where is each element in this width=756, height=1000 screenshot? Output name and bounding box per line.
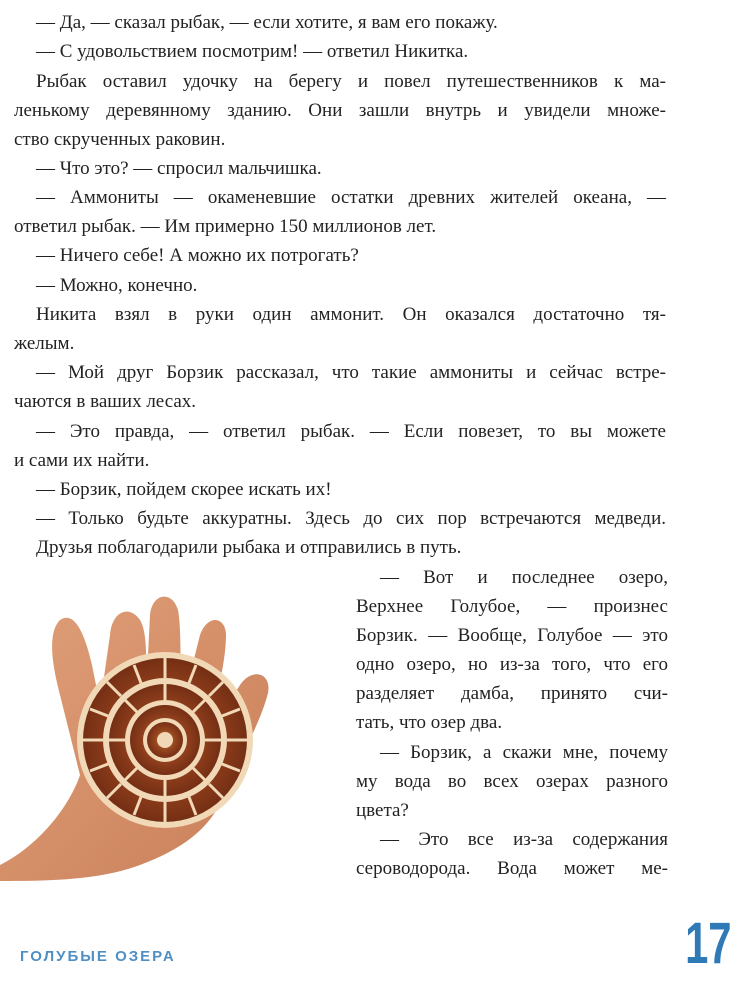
text-line: Верхнее Голубое, — произнес <box>356 596 668 617</box>
text-line: — Вот и последнее озеро, <box>380 567 668 588</box>
text-line: — Что это? — спросил мальчишка. <box>36 158 322 179</box>
text-line: и сами их найти. <box>14 450 150 471</box>
text-line: — Можно, конечно. <box>36 275 198 296</box>
text-line: — Борзик, пойдем скорее искать их! <box>36 479 332 500</box>
text-line: — Аммониты — окаменевшие остатки древних жителей океана, — <box>36 187 666 208</box>
text-line: Никита взял в руки один аммонит. Он оказался достаточно тя- <box>36 304 666 325</box>
text-line: желым. <box>14 333 75 354</box>
text-line: тать, что озер два. <box>356 712 503 733</box>
text-line: ство скрученных раковин. <box>14 129 226 150</box>
section-title: ГОЛУБЫЕ ОЗЕРА <box>20 948 176 965</box>
text-line: ответил рыбак. — Им примерно 150 миллионов лет. <box>14 216 437 237</box>
text-line: Друзья поблагодарили рыбака и отправились в путь. <box>36 537 462 558</box>
text-line: сероводорода. Вода может ме- <box>356 858 668 879</box>
text-line: — Борзик, а скажи мне, почему <box>380 742 668 763</box>
text-line: — Да, — сказал рыбак, — если хотите, я вам его покажу. <box>36 12 498 33</box>
text-line: — Ничего себе! А можно их потрогать? <box>36 245 359 266</box>
text-line: Борзик. — Вообще, Голубое — это <box>356 625 668 646</box>
page-number: 17 <box>685 911 732 976</box>
text-line: чаются в ваших лесах. <box>14 391 197 412</box>
hand-with-ammonite-illustration <box>0 575 340 885</box>
text-line: одно озеро, но из-за того, что его <box>356 654 668 675</box>
text-line: му вода во всех озерах разного <box>356 771 668 792</box>
text-line: — С удовольствием посмотрим! — ответил Никитка. <box>36 41 469 62</box>
text-line: цвета? <box>356 800 409 821</box>
text-line: — Это все из-за содержания <box>380 829 668 850</box>
text-line: — Только будьте аккуратны. Здесь до сих пор встречаются медведи. <box>36 508 666 529</box>
text-line: Рыбак оставил удочку на берегу и повел путешественников к ма- <box>36 71 666 92</box>
text-line: разделяет дамба, принято счи- <box>356 683 668 704</box>
text-line: — Мой друг Борзик рассказал, что такие аммониты и сейчас встре- <box>36 362 666 383</box>
text-line: — Это правда, — ответил рыбак. — Если повезет, то вы можете <box>36 421 666 442</box>
ammonite-icon <box>77 652 253 828</box>
text-line: ленькому деревянному зданию. Они зашли внутрь и увидели множе- <box>14 100 666 121</box>
